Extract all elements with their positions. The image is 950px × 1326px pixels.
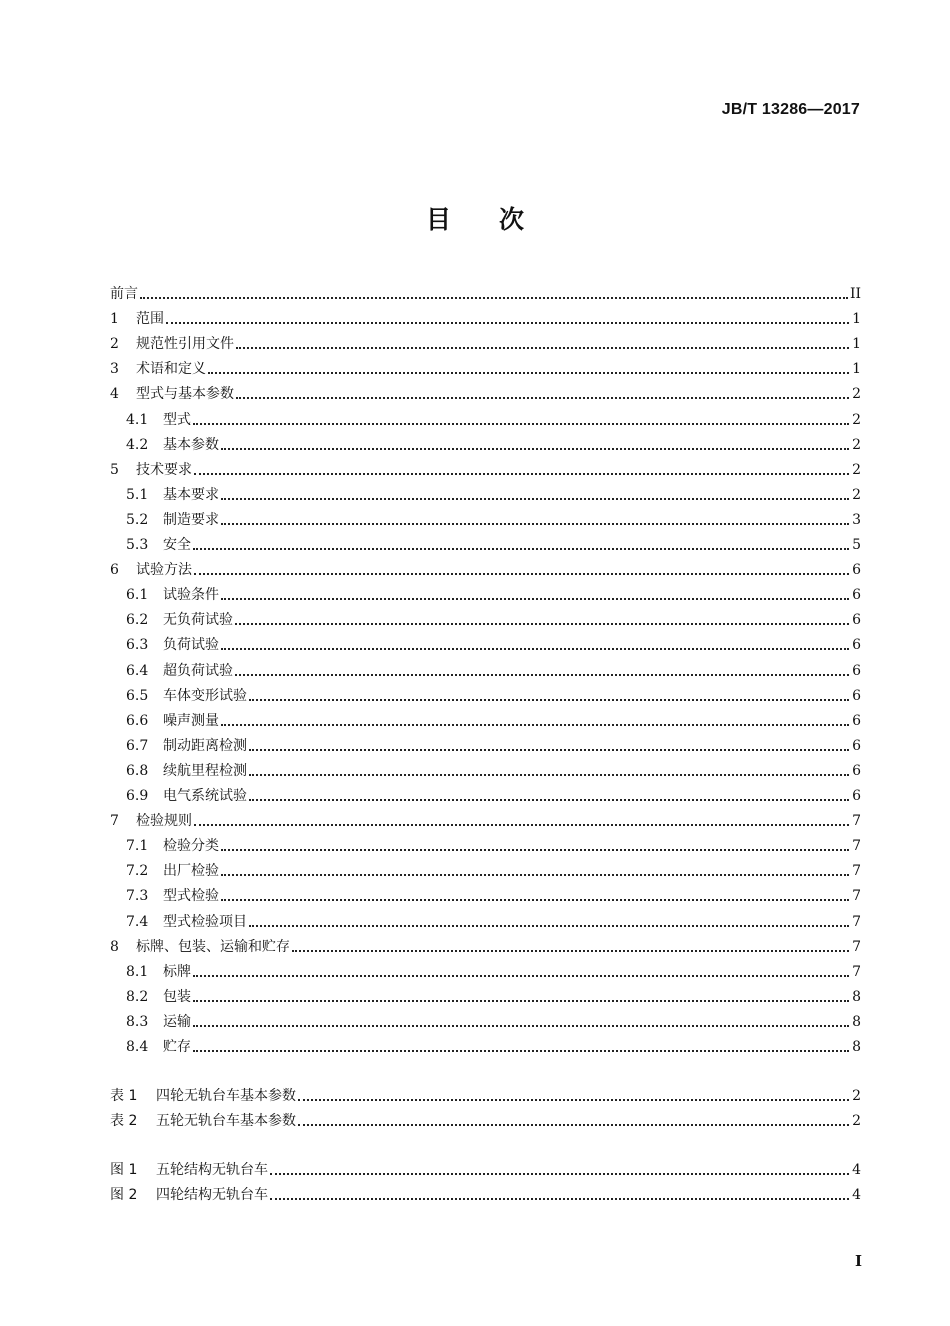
dot-leader	[270, 1172, 849, 1175]
entry-page-number: 3	[852, 511, 861, 528]
dot-leader	[208, 371, 849, 374]
entry-number: 4.1	[126, 411, 149, 428]
entry-number: 7.1	[126, 838, 149, 855]
entry-page-number: 7	[852, 963, 861, 980]
entry-page-number: 7	[852, 888, 861, 905]
entry-page-number: 4	[852, 1162, 861, 1179]
entry-page-number: 6	[852, 762, 861, 779]
entry-number: 6.8	[126, 762, 149, 779]
entry-page-number: 6	[852, 687, 861, 704]
dot-leader	[221, 873, 849, 876]
dot-leader	[249, 924, 849, 927]
dot-leader	[249, 698, 849, 701]
entry-title: 检验分类	[163, 838, 219, 855]
toc-entry[interactable]	[110, 406, 861, 430]
entry-title: 贮存	[163, 1039, 191, 1055]
entry-page-number: 2	[852, 411, 861, 428]
toc-entry[interactable]	[110, 732, 861, 756]
entry-page-number: 6	[852, 637, 861, 654]
toc-entry[interactable]	[110, 757, 861, 781]
toc-entry[interactable]	[110, 782, 861, 806]
dot-leader	[194, 472, 849, 475]
table-list-entry[interactable]	[110, 1082, 861, 1106]
title-char-2: 次	[499, 205, 525, 234]
dot-leader	[236, 346, 849, 349]
entry-number: 7.4	[126, 913, 149, 930]
toc-entry[interactable]	[110, 330, 861, 354]
entry-title: 前言	[110, 286, 138, 302]
entry-number: 7.2	[126, 863, 149, 880]
entry-number: 表 1	[110, 1088, 138, 1105]
entry-page-number: 2	[852, 386, 861, 403]
entry-title: 噪声测量	[163, 712, 219, 729]
entry-number: 8.4	[126, 1039, 149, 1055]
entry-number: 6.4	[126, 662, 149, 679]
dot-leader	[193, 974, 849, 977]
entry-title: 技术要求	[136, 461, 192, 478]
entry-page-number: 2	[852, 1088, 861, 1105]
entry-page-number: 7	[852, 938, 861, 955]
dot-leader	[221, 848, 849, 851]
dot-leader	[236, 396, 849, 399]
entry-page-number: 5	[852, 537, 861, 553]
entry-page-number: 8	[852, 1013, 861, 1030]
entry-title: 负荷试验	[163, 637, 219, 654]
entry-page-number: 6	[852, 562, 861, 579]
toc-entry[interactable]	[110, 380, 861, 404]
toc-entry[interactable]	[110, 933, 861, 957]
toc-entry[interactable]	[110, 631, 861, 655]
figure-list-entry[interactable]	[110, 1156, 861, 1180]
dot-leader	[193, 422, 849, 425]
dot-leader	[221, 723, 849, 726]
dot-leader	[298, 1123, 849, 1126]
toc-entry[interactable]	[110, 506, 861, 530]
entry-title: 术语和定义	[136, 361, 206, 378]
title-char-1: 目	[425, 205, 451, 234]
entry-title: 四轮结构无轨台车	[156, 1187, 268, 1204]
entry-page-number: 2	[852, 1113, 861, 1130]
dot-leader	[249, 773, 849, 776]
entry-number: 6	[110, 562, 119, 579]
entry-number: 4.2	[126, 436, 149, 453]
entry-page-number: 8	[852, 1039, 861, 1055]
toc-entry[interactable]	[110, 882, 861, 906]
entry-title: 安全	[163, 537, 191, 553]
entry-page-number: 6	[852, 662, 861, 679]
entry-number: 5.2	[126, 511, 149, 528]
toc-entry[interactable]	[110, 305, 861, 329]
entry-number: 6.3	[126, 637, 149, 654]
dot-leader	[166, 321, 849, 324]
entry-number: 6.1	[126, 587, 149, 604]
dot-leader	[235, 673, 849, 676]
dot-leader	[270, 1197, 849, 1200]
toc-entry[interactable]	[110, 581, 861, 605]
dot-leader	[221, 497, 849, 500]
entry-number: 图 1	[110, 1162, 138, 1179]
entry-title: 五轮结构无轨台车	[156, 1162, 268, 1179]
dot-leader	[249, 798, 849, 801]
dot-leader	[193, 1049, 849, 1052]
entry-number: 6.7	[126, 737, 149, 754]
toc-entry[interactable]	[110, 280, 861, 304]
entry-title: 试验条件	[163, 587, 219, 604]
toc-entry[interactable]	[110, 1033, 861, 1057]
entry-page-number: 6	[852, 587, 861, 604]
entry-title: 标牌	[163, 963, 191, 980]
entry-page-number: 1	[852, 311, 861, 328]
entry-title: 包装	[163, 988, 191, 1005]
page-title	[0, 200, 950, 236]
entry-number: 5	[110, 461, 119, 478]
toc-entry[interactable]	[110, 958, 861, 982]
toc-entry[interactable]	[110, 807, 861, 831]
entry-number: 7.3	[126, 888, 149, 905]
entry-number: 6.5	[126, 687, 149, 704]
toc-entry[interactable]	[110, 355, 861, 379]
entry-number: 6.9	[126, 788, 149, 804]
toc-entry[interactable]	[110, 832, 861, 856]
dot-leader	[221, 447, 849, 450]
toc-entry[interactable]	[110, 431, 861, 455]
entry-title: 型式检验	[163, 888, 219, 905]
dot-leader	[221, 522, 849, 525]
toc-entry[interactable]	[110, 682, 861, 706]
entry-page-number: 7	[852, 838, 861, 855]
entry-number: 8.2	[126, 988, 149, 1005]
entry-page-number: 6	[852, 737, 861, 754]
entry-title: 制动距离检测	[163, 737, 247, 754]
entry-number: 表 2	[110, 1113, 138, 1130]
entry-number: 7	[110, 813, 119, 830]
entry-number: 8.3	[126, 1013, 149, 1030]
entry-page-number: 1	[852, 336, 861, 353]
entry-number: 5.3	[126, 537, 149, 553]
toc-entry[interactable]	[110, 983, 861, 1007]
entry-page-number: 6	[852, 612, 861, 629]
entry-number: 8	[110, 938, 119, 955]
entry-number: 5.1	[126, 486, 149, 503]
figure-list-entry[interactable]	[110, 1181, 861, 1205]
entry-title: 型式与基本参数	[136, 386, 234, 403]
dot-leader	[221, 898, 849, 901]
entry-title: 规范性引用文件	[136, 336, 234, 353]
entry-title: 范围	[136, 311, 164, 328]
dot-leader	[194, 823, 849, 826]
entry-title: 运输	[163, 1013, 191, 1030]
dot-leader	[194, 572, 849, 575]
entry-title: 基本参数	[163, 436, 219, 453]
entry-page-number: 2	[852, 486, 861, 503]
entry-title: 车体变形试验	[163, 687, 247, 704]
toc-entry[interactable]	[110, 606, 861, 630]
dot-leader	[249, 748, 849, 751]
dot-leader	[193, 999, 849, 1002]
dot-leader	[193, 547, 849, 550]
toc-entry[interactable]	[110, 908, 861, 932]
toc-entry[interactable]	[110, 481, 861, 505]
entry-title: 检验规则	[136, 813, 192, 830]
entry-title: 型式	[163, 411, 191, 428]
entry-page-number: 7	[852, 913, 861, 930]
entry-page-number: 1	[852, 361, 861, 378]
toc-entry[interactable]	[110, 531, 861, 555]
entry-page-number: 6	[852, 788, 861, 804]
entry-title: 超负荷试验	[163, 662, 233, 679]
dot-leader	[298, 1098, 849, 1101]
table-list-entry[interactable]	[110, 1107, 861, 1131]
entry-title: 四轮无轨台车基本参数	[156, 1088, 296, 1105]
entry-page-number: 2	[852, 436, 861, 453]
entry-title: 五轮无轨台车基本参数	[156, 1113, 296, 1130]
entry-page-number: 7	[852, 813, 861, 830]
dot-leader	[140, 296, 848, 299]
entry-title: 电气系统试验	[163, 788, 247, 804]
entry-number: 图 2	[110, 1187, 138, 1204]
entry-page-number: 7	[852, 863, 861, 880]
toc-entry[interactable]	[110, 657, 861, 681]
standard-number: JB/T 13286—2017	[721, 101, 860, 118]
entry-title: 续航里程检测	[163, 762, 247, 779]
page-number: I	[854, 1252, 862, 1270]
entry-number: 3	[110, 361, 119, 378]
entry-title: 型式检验项目	[163, 913, 247, 930]
dot-leader	[221, 647, 849, 650]
dot-leader	[235, 622, 849, 625]
entry-number: 6.2	[126, 612, 149, 629]
entry-number: 6.6	[126, 712, 149, 729]
dot-leader	[292, 949, 849, 952]
entry-number: 2	[110, 336, 119, 353]
entry-page-number: 4	[852, 1187, 861, 1204]
entry-title: 出厂检验	[163, 863, 219, 880]
toc-entry[interactable]	[110, 707, 861, 731]
entry-page-number: II	[849, 286, 861, 302]
entry-title: 试验方法	[136, 562, 192, 579]
entry-number: 4	[110, 386, 119, 403]
entry-number: 8.1	[126, 963, 149, 980]
entry-title: 基本要求	[163, 486, 219, 503]
entry-page-number: 6	[852, 712, 861, 729]
entry-page-number: 2	[852, 461, 861, 478]
toc-entry[interactable]	[110, 1008, 861, 1032]
entry-title: 制造要求	[163, 511, 219, 528]
entry-title: 无负荷试验	[163, 612, 233, 629]
dot-leader	[193, 1024, 849, 1027]
toc-entry[interactable]	[110, 857, 861, 881]
entry-number: 1	[110, 311, 119, 328]
dot-leader	[221, 597, 849, 600]
toc-entry[interactable]	[110, 456, 861, 480]
toc-entry[interactable]	[110, 556, 861, 580]
entry-page-number: 8	[852, 988, 861, 1005]
entry-title: 标牌、包装、运输和贮存	[136, 938, 290, 955]
